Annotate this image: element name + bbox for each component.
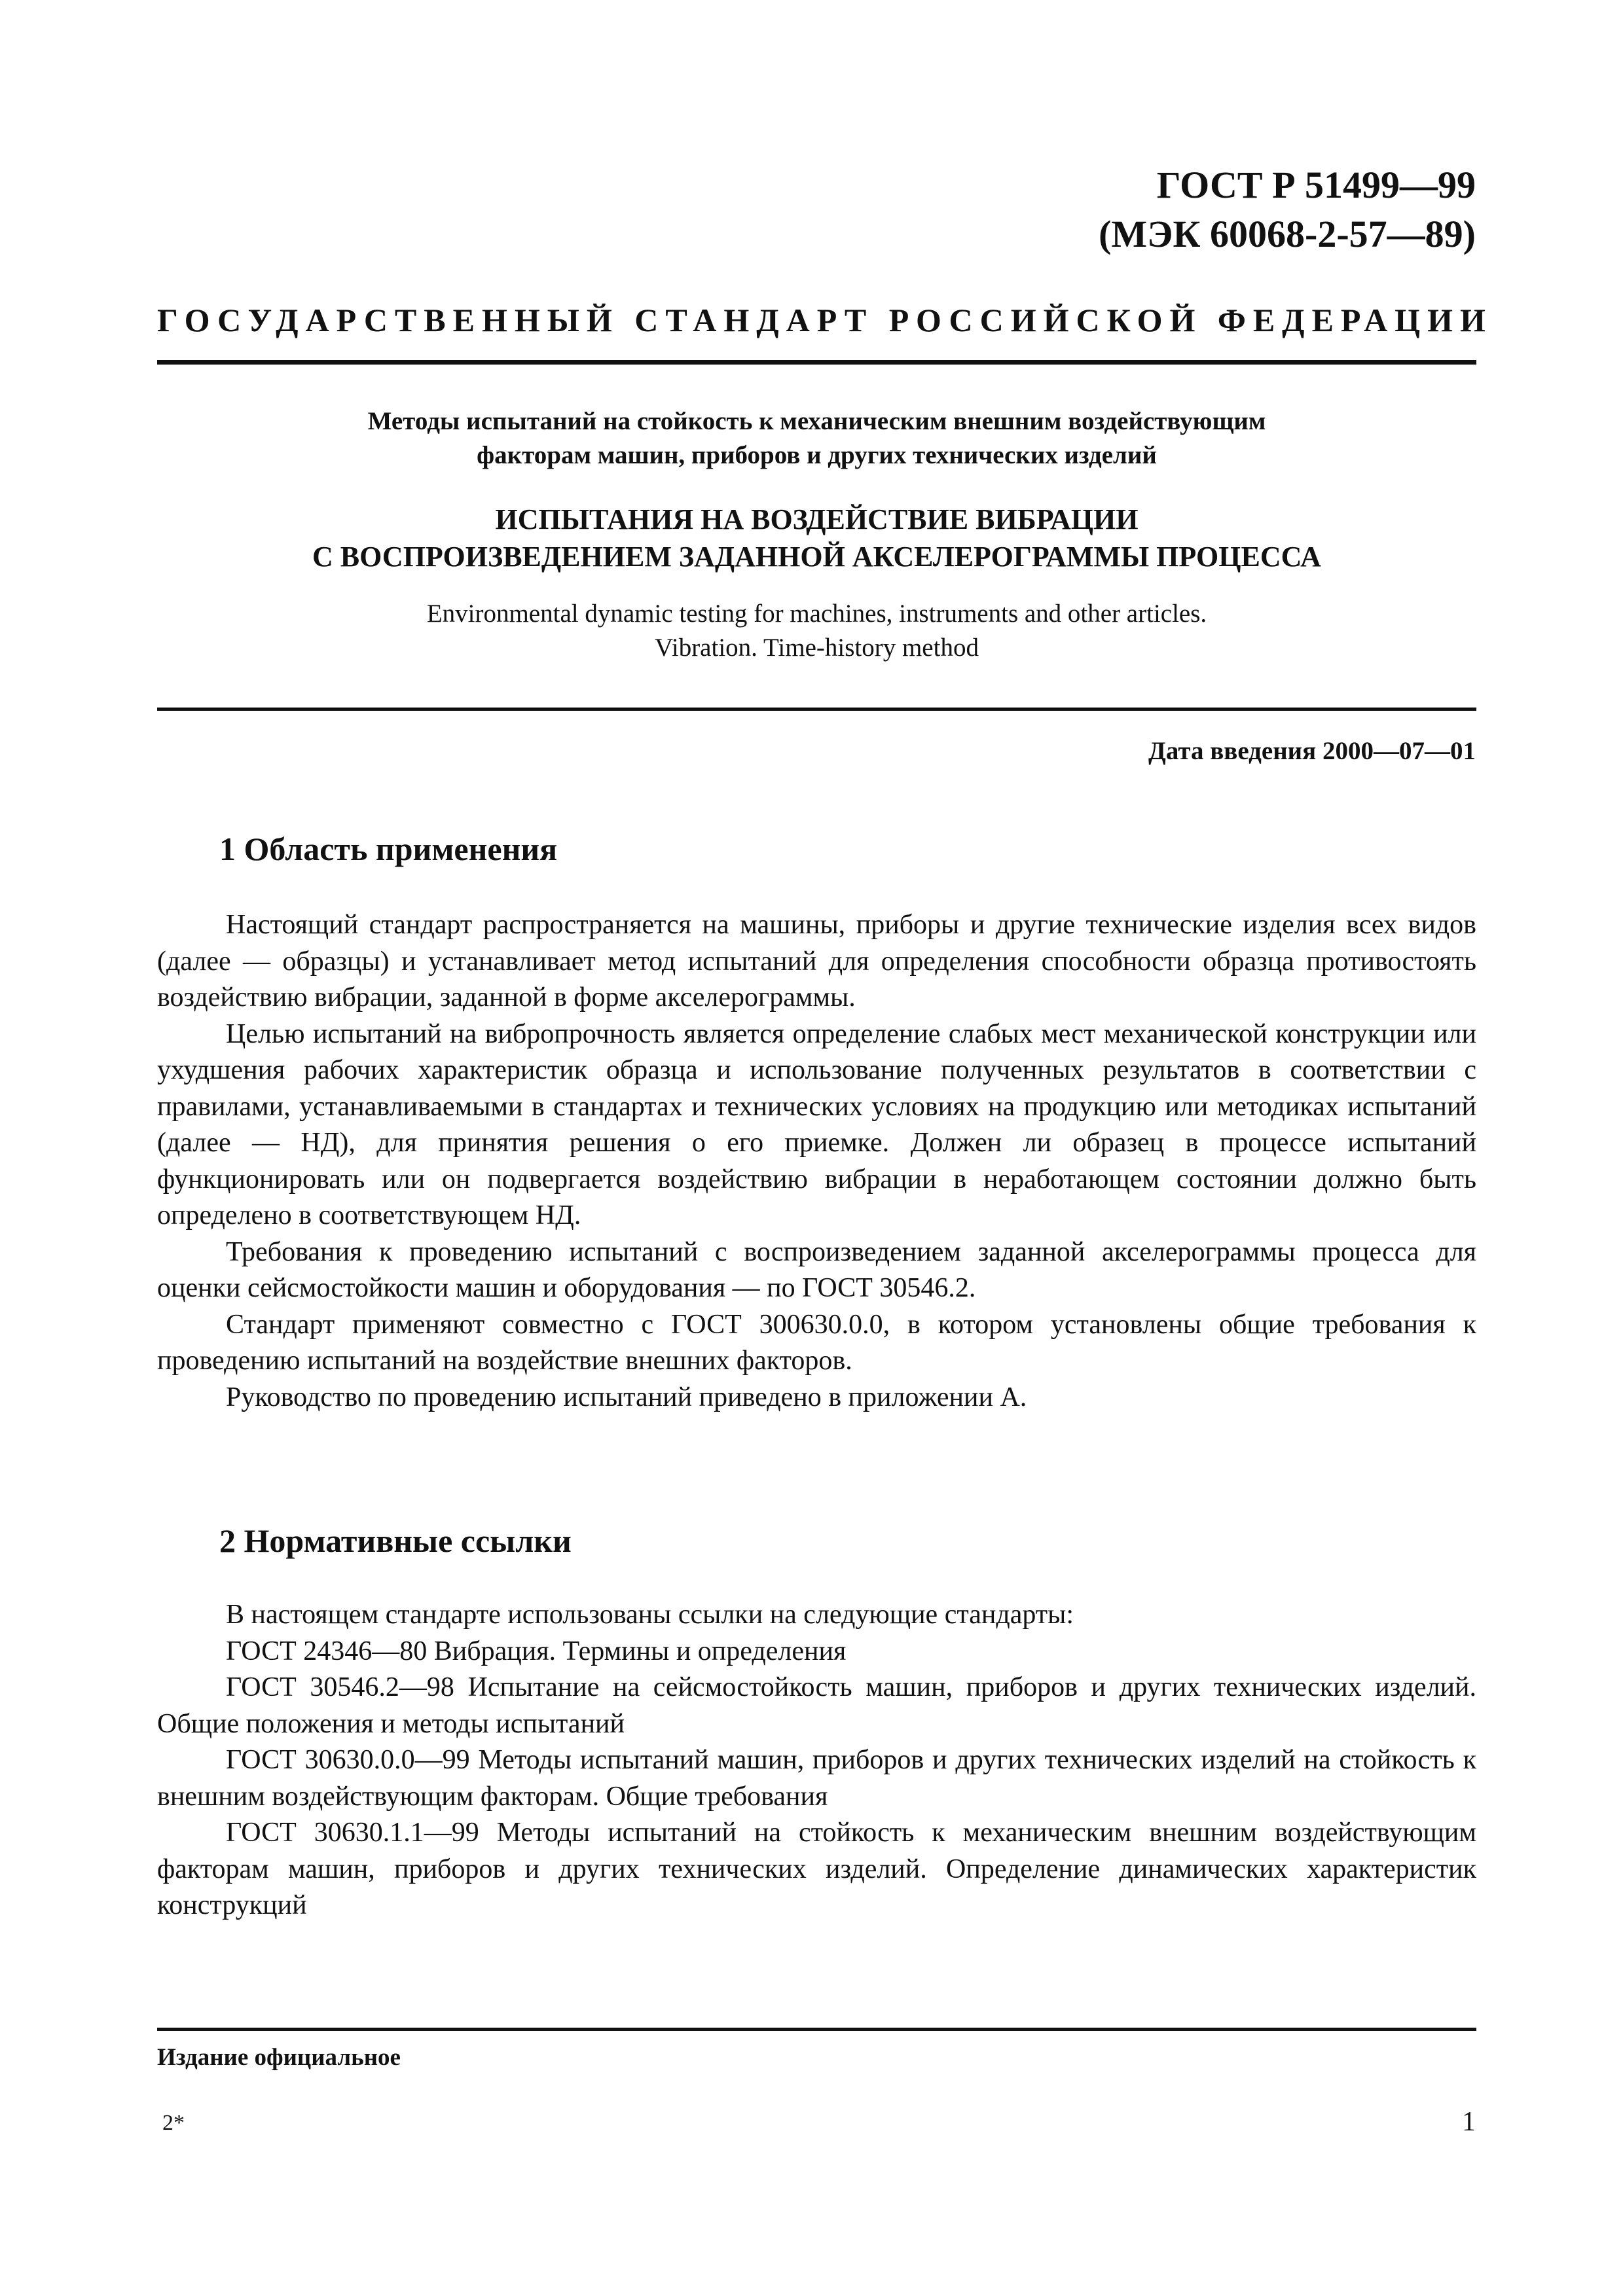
paragraph: В настоящем стандарте использованы ссылки на следующие стандарты: [226, 1600, 1074, 1630]
paragraph: Настоящий стандарт распространяется на машины, приборы и другие технические изделия всех видов (далее — образцы) и устанавливает метод испытаний для определения способности образца противостоять воздействию вибрации, заданной в форме акселерограммы. [157, 910, 1476, 1013]
introduction-date: Дата введения 2000—07—01 [1148, 737, 1476, 765]
english-title-line-1: Environmental dynamic testing for machines, instruments and other articles. [426, 600, 1207, 628]
reference-item: ГОСТ 24346—80 Вибрация. Термины и определения [226, 1636, 847, 1666]
section-2-body [157, 1597, 1476, 1924]
iec-number: (МЭК 60068-2-57—89) [1099, 213, 1476, 255]
section-1-body [157, 907, 1476, 1416]
edition-label: Издание официальное [157, 2044, 401, 2071]
header-divider [157, 360, 1476, 365]
paragraph: Стандарт применяют совместно с ГОСТ 300630.0.0, в котором установлены общие требования к проведению испытаний на воздействие внешних факторов. [157, 1309, 1476, 1376]
title-line-2: С ВОСПРОИЗВЕДЕНИЕМ ЗАДАННОЙ АКСЕЛЕРОГРАММЫ ПРОЦЕССА [312, 541, 1321, 573]
sheet-mark: 2* [162, 2111, 185, 2135]
english-title-line-2: Vibration. Time-history method [655, 634, 979, 662]
subtitle-line-1: Методы испытаний на стойкость к механическим внешним воздействующим [367, 407, 1266, 435]
reference-item: ГОСТ 30546.2—98 Испытание на сейсмостойкость машин, приборов и других технических изделий. Общие положения и методы испытаний [157, 1672, 1476, 1739]
paragraph: Требования к проведению испытаний с воспроизведением заданной акселерограммы процесса для оценки сейсмостойкости машин и оборудования — по ГОСТ 30546.2. [157, 1236, 1476, 1303]
document-title [157, 501, 1476, 575]
document-subtitle [157, 404, 1476, 473]
reference-item: ГОСТ 30630.0.0—99 Методы испытаний машин, приборов и других технических изделий на стойкость к внешним воздействующим факторам. Общие требования [157, 1745, 1476, 1812]
paragraph: Целью испытаний на вибропрочность является определение слабых мест механической конструкции или ухудшения рабочих характеристик образца и использование полученных результатов в соответствии с правилами, устанавливаемыми в стандартах и технических условиях на продукцию или методиках испытаний (далее — НД), для принятия решения о его приемке. Должен ли образец в процессе испытаний функционировать или он подвергается воздействию вибрации в неработающем состоянии должно быть определено в соответствующем НД. [157, 1018, 1476, 1230]
paragraph: Руководство по проведению испытаний приведено в приложении А. [226, 1382, 1027, 1412]
section-2-heading: 2 Нормативные ссылки [219, 1522, 572, 1559]
title-divider [157, 708, 1476, 711]
title-line-1: ИСПЫТАНИЯ НА ВОЗДЕЙСТВИЕ ВИБРАЦИИ [495, 503, 1139, 535]
gost-number: ГОСТ Р 51499—99 [1156, 164, 1476, 206]
english-title [157, 597, 1476, 665]
section-1-heading: 1 Область применения [219, 831, 558, 867]
reference-item: ГОСТ 30630.1.1—99 Методы испытаний на стойкость к механическим внешним воздействующим факторам машин, приборов и других технических изделий. Определение динамических характеристик конструкций [157, 1818, 1476, 1920]
footer-divider [157, 2028, 1476, 2031]
state-standard-banner: ГОСУДАРСТВЕННЫЙ СТАНДАРТ РОССИЙСКОЙ ФЕДЕРАЦИИ [157, 302, 1493, 338]
subtitle-line-2: факторам машин, приборов и других технических изделий [477, 441, 1157, 469]
page-number: 1 [1462, 2107, 1476, 2137]
